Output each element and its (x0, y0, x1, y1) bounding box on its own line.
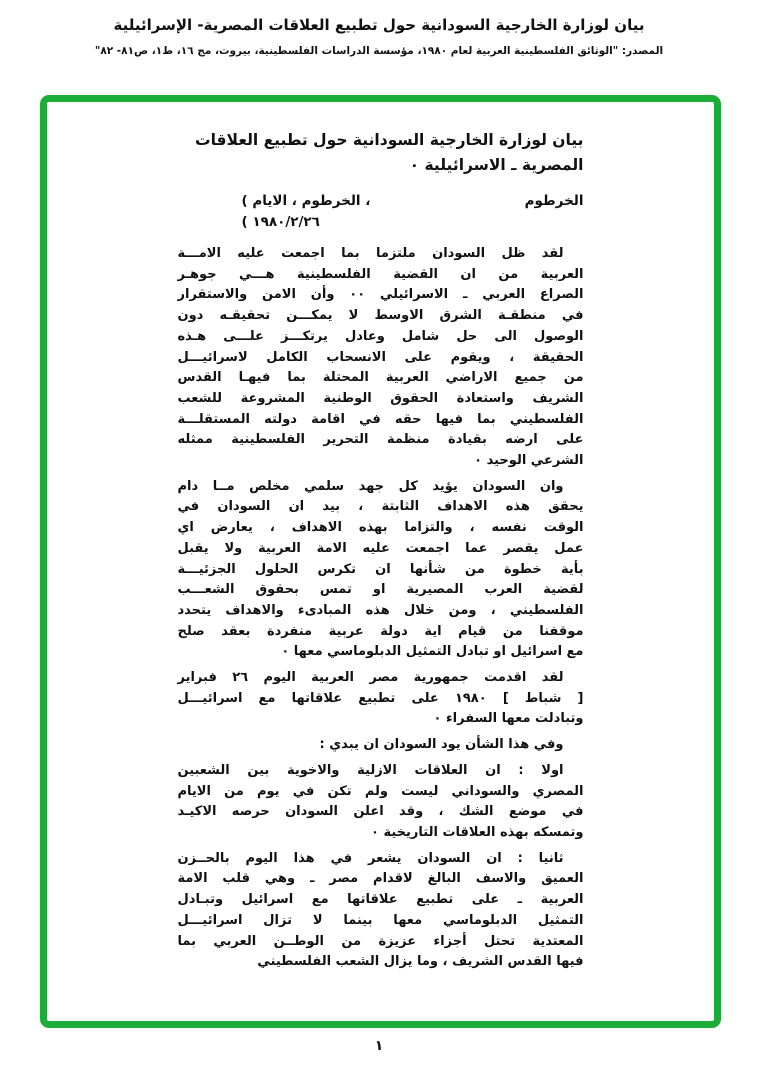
text-line: لقضية العرب المصيرية او تمس بحقوق الشعـــب (177, 582, 584, 598)
paragraph (178, 477, 584, 663)
document-title (178, 128, 584, 178)
page-number: ١ (374, 1038, 384, 1054)
body-paragraphs (178, 244, 584, 973)
text-line: العربية من ان القضية الفلسطينية هـــي جوهـر (177, 266, 584, 282)
highlight-frame (40, 95, 721, 1028)
paragraph (178, 761, 584, 844)
dateline-source (242, 191, 371, 233)
text-line: الفلسطيني ، ومن خلال هذه المبادىء والاهداف يتحدد (177, 602, 584, 618)
page-title: بيان لوزارة الخارجية السودانية حول تطبيع العلاقات المصرية- الإسرائيلية (113, 16, 645, 34)
paragraph (178, 849, 584, 973)
document-title-line-2: المصرية ـ الاسرائيلية ٠ (409, 156, 584, 174)
text-line: مع اسرائيل او تبادل التمثيل الدبلوماسي معها ٠ (281, 644, 584, 660)
paragraph (178, 735, 584, 756)
text-column (178, 128, 584, 973)
dateline-source-line-2: ( ١٩٨٠/٢/٢٦ (241, 214, 320, 230)
page-header (0, 0, 758, 59)
text-line: لقد اقدمت جمهورية مصر العربية اليوم ٢٦ فبراير (177, 670, 564, 686)
text-line: وتمسكه بهذه العلاقات التاريخية ٠ (371, 824, 584, 840)
text-line: العربية ـ على تطبيع علاقاتها مع اسرائيل وتبـادل (177, 892, 584, 908)
text-line: موقفنا من قيام اية دولة عربية منفردة بعقد صلح (177, 623, 584, 639)
paragraph (178, 244, 584, 472)
text-line: لقد ظل السودان ملتزما بما اجمعت عليه الامـــة (177, 246, 564, 261)
source-citation: المصدر: "الوثائق الفلسطينية العربية لعام ١٩٨٠، مؤسسة الدراسات الفلسطينية، بيروت، مج ١٦، ط١، ص٨١- ٨٢" (94, 45, 664, 57)
text-line: في منطقـة الشرق الاوسط لا يمكـــن تحقيقـه دون (177, 308, 584, 324)
text-line: الصراع العربي ـ الاسرائيلي ٠٠ وأن الامن والاستقرار (177, 287, 584, 303)
text-line: [ شباط ] ١٩٨٠ على تطبيع علاقاتها مع اسرائيـــل (177, 690, 584, 706)
text-line: الوصول الى حل شامل وعادل يرتكـــز علـــى هـذه (177, 328, 584, 344)
text-line: المعتدية تحتل أجزاء عزيزة من الوطــن العربي بما (177, 933, 584, 949)
text-line: المصري والسوداني ليست ولم تكن في يوم من الايام (177, 783, 584, 799)
text-line: الشريف واستعادة الحقوق الوطنية المشروعة للشعب (177, 390, 584, 406)
text-line: اولا : ان العلاقات الازلية والاخوية بين الشعبين (177, 762, 564, 778)
text-line: وان السودان يؤيد كل جهد سلمي مخلص مــا دام (177, 478, 564, 494)
text-line: بأية خطوة من شأنها ان تكرس الحلول الجزئيـــة (177, 561, 584, 577)
text-line: الحقيقة ، ويقوم على الانسحاب الكامل لاسرائيـــل (177, 349, 584, 365)
text-line: فيها القدس الشريف ، وما يزال الشعب الفلسطيني (257, 954, 584, 970)
text-line: الفلسطيني بما فيها حقه في اقامة دولته المستقلـــة (177, 411, 584, 427)
text-line: في موضع الشك ، وقد اعلن السودان حرصه الاكيـد (177, 804, 584, 820)
text-line: وفي هذا الشأن يود السودان ان يبدي : (319, 737, 564, 753)
text-line: الوقت نفسه ، والتزاما بهذه الاهداف ، يعارض اي (177, 520, 584, 536)
text-line: العميق والاسف البالغ لاقدام مصر ـ وهي قلب الامة (177, 871, 584, 887)
text-line: التمثيل الدبلوماسي معها بينما لا تزال اسرائيـــل (177, 912, 584, 928)
text-line: على ارضه بقيادة منظمة التحرير الفلسطينية ممثله (177, 432, 584, 448)
text-line: يحقق هذه الاهداف الثابتة ، بيد ان السودان في (177, 499, 584, 515)
text-line: من جميع الاراضي العربية المحتلة بما فيهـا القدس (177, 370, 584, 386)
text-line: وتبادلت معها السفراء ٠ (433, 711, 584, 727)
paragraph (178, 668, 584, 730)
dateline-source-line-1: ( الايام ‎، ‎الخرطوم ‎، (241, 193, 371, 209)
text-line: ثانيا : ان السودان يشعر في هذا اليوم بالحــزن (177, 850, 564, 866)
text-line: الشرعي الوحيد ٠ (474, 453, 584, 469)
dateline-place: الخرطوم (524, 193, 584, 209)
text-line: عمل يقصر عما اجمعت عليه الامة العربية ولا يقبل (177, 540, 584, 556)
document-title-line-1: بيان لوزارة الخارجية السودانية حول تطبيع العلاقات (195, 131, 584, 149)
dateline (178, 191, 584, 233)
